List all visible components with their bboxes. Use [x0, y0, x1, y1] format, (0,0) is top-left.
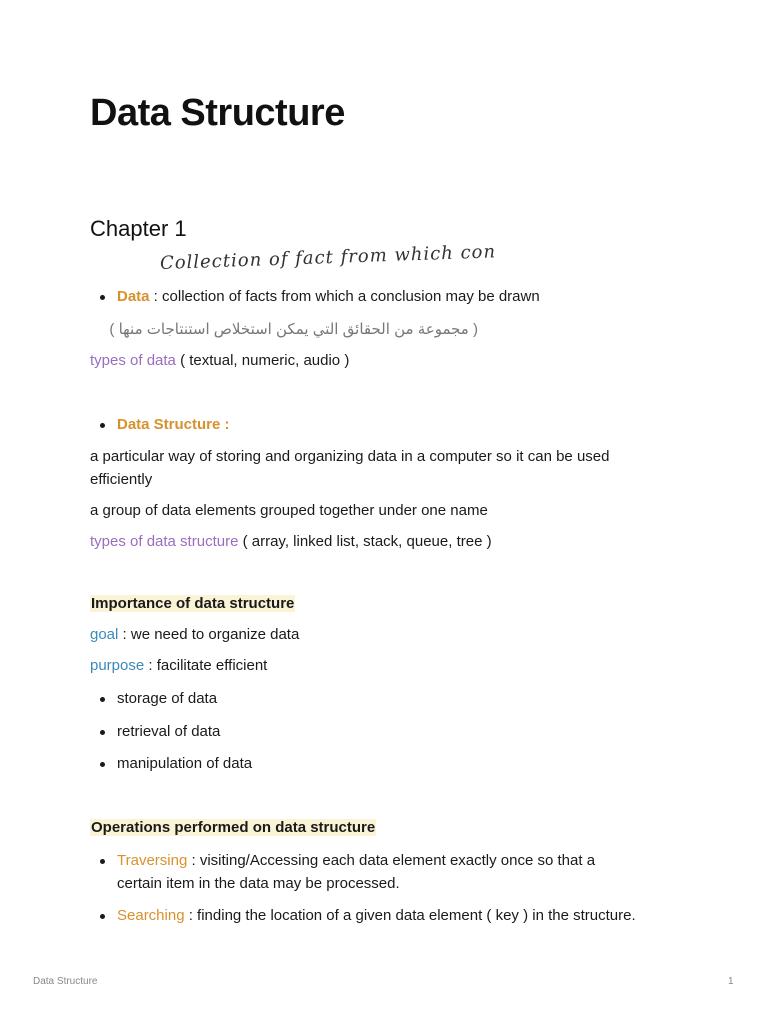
list-item: retrieval of data	[90, 720, 220, 743]
goal-term: goal	[90, 626, 119, 643]
handwritten-note: Collection of fact from which con	[159, 241, 497, 274]
purpose-line	[90, 654, 267, 677]
types-of-ds-text: ( array, linked list, stack, queue, tree )	[238, 533, 492, 550]
purpose-term: purpose	[90, 657, 145, 674]
data-definition	[90, 285, 540, 308]
list-item: storage of data	[90, 687, 217, 710]
ds-definition-2: a group of data elements grouped together under one name	[90, 502, 488, 519]
goal-text: : we need to organize data	[118, 626, 300, 643]
searching-term: Searching	[117, 907, 185, 924]
types-of-data-term: types of data	[90, 352, 176, 369]
data-structure-heading	[90, 413, 230, 436]
traversing-text: : visiting/Accessing each data element exactly once so that a certain item in the data may be processed.	[117, 852, 596, 892]
ds-definition-1: a particular way of storing and organizing data in a computer so it can be used efficiently	[90, 448, 610, 488]
chapter-heading: Chapter 1	[90, 216, 187, 241]
searching-item	[90, 904, 717, 927]
traversing-term: Traversing	[117, 852, 188, 869]
list-item: manipulation of data	[90, 752, 252, 775]
page-number: 1	[728, 976, 734, 987]
searching-text: : finding the location of a given data element ( key ) in the structure.	[184, 907, 636, 924]
types-of-data-text: ( textual, numeric, audio )	[175, 352, 350, 369]
arabic-translation: ( مجموعة من الحقائق التي يمكن استخلاص استنتاجات منها )	[109, 321, 478, 338]
importance-heading-text: Importance of data structure	[91, 595, 295, 612]
importance-heading	[90, 592, 295, 615]
page-title: Data Structure	[90, 92, 345, 134]
traversing-item	[90, 849, 637, 895]
data-text: : collection of facts from which a conclusion may be drawn	[149, 288, 540, 305]
types-of-ds-term: types of data structure	[90, 533, 239, 550]
goal-line	[90, 623, 299, 646]
operations-heading-text: Operations performed on data structure	[91, 819, 376, 836]
operations-heading	[90, 816, 376, 839]
data-structure-term: Data Structure :	[117, 416, 230, 433]
purpose-text: : facilitate efficient	[144, 657, 268, 674]
footer-title: Data Structure	[33, 976, 98, 987]
types-of-data	[90, 349, 349, 372]
data-term: Data	[117, 288, 150, 305]
types-of-data-structure	[90, 530, 492, 553]
